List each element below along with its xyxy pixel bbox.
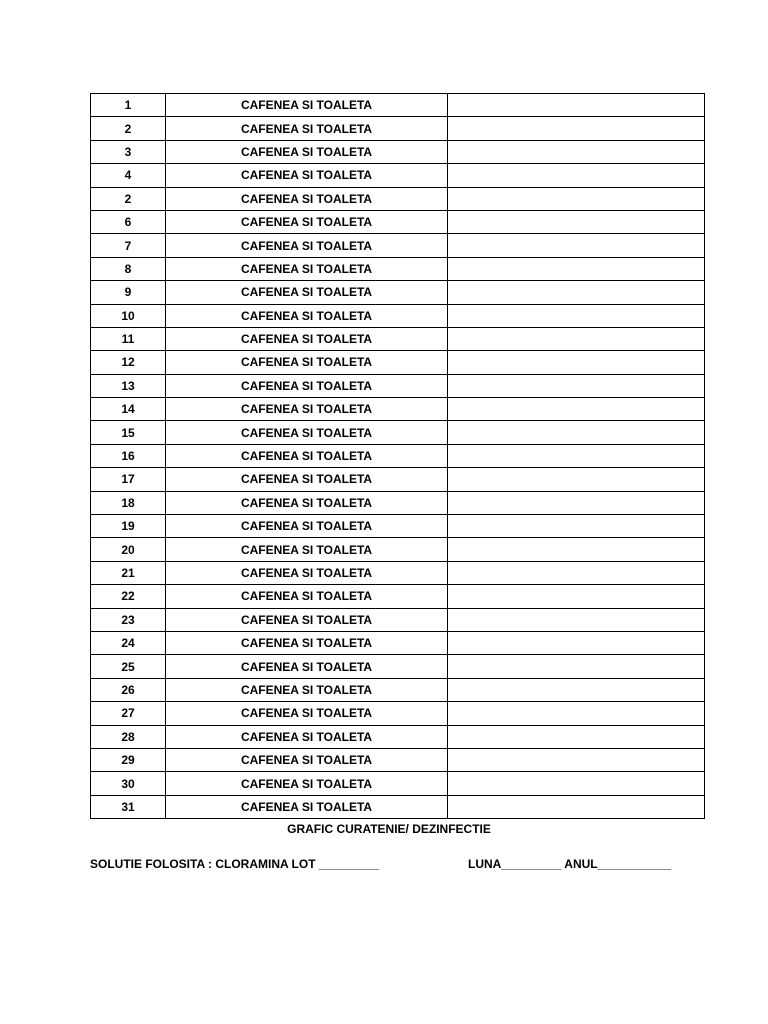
signature-cell bbox=[448, 327, 705, 350]
table-row bbox=[91, 585, 705, 608]
day-number-cell: 26 bbox=[91, 678, 166, 701]
area-cell: CAFENEA SI TOALETA bbox=[166, 655, 448, 678]
area-cell: CAFENEA SI TOALETA bbox=[166, 678, 448, 701]
day-number-cell: 10 bbox=[91, 304, 166, 327]
table-row bbox=[91, 561, 705, 584]
table-row bbox=[91, 234, 705, 257]
signature-cell bbox=[448, 491, 705, 514]
table-row bbox=[91, 374, 705, 397]
table-row bbox=[91, 187, 705, 210]
signature-cell bbox=[448, 210, 705, 233]
area-cell: CAFENEA SI TOALETA bbox=[166, 538, 448, 561]
signature-cell bbox=[448, 795, 705, 818]
area-cell: CAFENEA SI TOALETA bbox=[166, 94, 448, 117]
area-cell: CAFENEA SI TOALETA bbox=[166, 608, 448, 631]
day-number-cell: 30 bbox=[91, 772, 166, 795]
day-number-cell: 25 bbox=[91, 655, 166, 678]
table-row bbox=[91, 351, 705, 374]
table-row bbox=[91, 702, 705, 725]
signature-cell bbox=[448, 374, 705, 397]
table-row bbox=[91, 164, 705, 187]
signature-cell bbox=[448, 631, 705, 654]
table-row bbox=[91, 210, 705, 233]
table-row bbox=[91, 725, 705, 748]
table-row bbox=[91, 795, 705, 818]
day-number-cell: 24 bbox=[91, 631, 166, 654]
day-number-cell: 14 bbox=[91, 398, 166, 421]
day-number-cell: 1 bbox=[91, 94, 166, 117]
document-sheet bbox=[90, 93, 704, 819]
table-row bbox=[91, 444, 705, 467]
day-number-cell: 28 bbox=[91, 725, 166, 748]
day-number-cell: 31 bbox=[91, 795, 166, 818]
day-number-cell: 16 bbox=[91, 444, 166, 467]
table-row bbox=[91, 631, 705, 654]
day-number-cell: 2 bbox=[91, 187, 166, 210]
area-cell: CAFENEA SI TOALETA bbox=[166, 444, 448, 467]
signature-cell bbox=[448, 304, 705, 327]
signature-cell bbox=[448, 515, 705, 538]
area-cell: CAFENEA SI TOALETA bbox=[166, 210, 448, 233]
table-row bbox=[91, 772, 705, 795]
day-number-cell: 11 bbox=[91, 327, 166, 350]
signature-cell bbox=[448, 421, 705, 444]
signature-cell bbox=[448, 257, 705, 280]
signature-cell bbox=[448, 561, 705, 584]
signature-cell bbox=[448, 608, 705, 631]
signature-cell bbox=[448, 748, 705, 771]
area-cell: CAFENEA SI TOALETA bbox=[166, 374, 448, 397]
table-row bbox=[91, 140, 705, 163]
table-row bbox=[91, 304, 705, 327]
area-cell: CAFENEA SI TOALETA bbox=[166, 631, 448, 654]
area-cell: CAFENEA SI TOALETA bbox=[166, 351, 448, 374]
signature-cell bbox=[448, 281, 705, 304]
signature-cell bbox=[448, 164, 705, 187]
table-row bbox=[91, 538, 705, 561]
area-cell: CAFENEA SI TOALETA bbox=[166, 187, 448, 210]
table-row bbox=[91, 398, 705, 421]
area-cell: CAFENEA SI TOALETA bbox=[166, 468, 448, 491]
day-number-cell: 7 bbox=[91, 234, 166, 257]
signature-cell bbox=[448, 117, 705, 140]
area-cell: CAFENEA SI TOALETA bbox=[166, 515, 448, 538]
area-cell: CAFENEA SI TOALETA bbox=[166, 164, 448, 187]
table-row bbox=[91, 515, 705, 538]
cleaning-log-table bbox=[90, 93, 705, 819]
area-cell: CAFENEA SI TOALETA bbox=[166, 702, 448, 725]
area-cell: CAFENEA SI TOALETA bbox=[166, 795, 448, 818]
table-row bbox=[91, 678, 705, 701]
signature-cell bbox=[448, 702, 705, 725]
signature-cell bbox=[448, 234, 705, 257]
day-number-cell: 19 bbox=[91, 515, 166, 538]
signature-cell bbox=[448, 655, 705, 678]
day-number-cell: 4 bbox=[91, 164, 166, 187]
area-cell: CAFENEA SI TOALETA bbox=[166, 304, 448, 327]
document-title: GRAFIC CURATENIE/ DEZINFECTIE bbox=[287, 822, 491, 836]
area-cell: CAFENEA SI TOALETA bbox=[166, 725, 448, 748]
day-number-cell: 9 bbox=[91, 281, 166, 304]
area-cell: CAFENEA SI TOALETA bbox=[166, 585, 448, 608]
month-year-field: LUNA_________ ANUL___________ bbox=[468, 857, 672, 871]
table-row bbox=[91, 94, 705, 117]
day-number-cell: 23 bbox=[91, 608, 166, 631]
signature-cell bbox=[448, 538, 705, 561]
signature-cell bbox=[448, 585, 705, 608]
table-row bbox=[91, 281, 705, 304]
day-number-cell: 13 bbox=[91, 374, 166, 397]
area-cell: CAFENEA SI TOALETA bbox=[166, 234, 448, 257]
day-number-cell: 8 bbox=[91, 257, 166, 280]
day-number-cell: 2 bbox=[91, 117, 166, 140]
area-cell: CAFENEA SI TOALETA bbox=[166, 772, 448, 795]
signature-cell bbox=[448, 140, 705, 163]
signature-cell bbox=[448, 398, 705, 421]
day-number-cell: 21 bbox=[91, 561, 166, 584]
day-number-cell: 20 bbox=[91, 538, 166, 561]
area-cell: CAFENEA SI TOALETA bbox=[166, 748, 448, 771]
table-row bbox=[91, 421, 705, 444]
area-cell: CAFENEA SI TOALETA bbox=[166, 327, 448, 350]
day-number-cell: 29 bbox=[91, 748, 166, 771]
table-row bbox=[91, 117, 705, 140]
solution-used-field: SOLUTIE FOLOSITA : CLORAMINA LOT _________ bbox=[90, 857, 379, 871]
day-number-cell: 18 bbox=[91, 491, 166, 514]
cleaning-log-body bbox=[91, 94, 705, 819]
signature-cell bbox=[448, 468, 705, 491]
day-number-cell: 15 bbox=[91, 421, 166, 444]
day-number-cell: 6 bbox=[91, 210, 166, 233]
area-cell: CAFENEA SI TOALETA bbox=[166, 398, 448, 421]
signature-cell bbox=[448, 444, 705, 467]
table-row bbox=[91, 327, 705, 350]
area-cell: CAFENEA SI TOALETA bbox=[166, 140, 448, 163]
day-number-cell: 12 bbox=[91, 351, 166, 374]
table-row bbox=[91, 468, 705, 491]
area-cell: CAFENEA SI TOALETA bbox=[166, 421, 448, 444]
area-cell: CAFENEA SI TOALETA bbox=[166, 257, 448, 280]
signature-cell bbox=[448, 351, 705, 374]
table-row bbox=[91, 748, 705, 771]
signature-cell bbox=[448, 94, 705, 117]
area-cell: CAFENEA SI TOALETA bbox=[166, 491, 448, 514]
table-row bbox=[91, 257, 705, 280]
table-row bbox=[91, 608, 705, 631]
signature-cell bbox=[448, 772, 705, 795]
day-number-cell: 3 bbox=[91, 140, 166, 163]
area-cell: CAFENEA SI TOALETA bbox=[166, 561, 448, 584]
signature-cell bbox=[448, 187, 705, 210]
day-number-cell: 27 bbox=[91, 702, 166, 725]
area-cell: CAFENEA SI TOALETA bbox=[166, 117, 448, 140]
table-row bbox=[91, 655, 705, 678]
signature-cell bbox=[448, 725, 705, 748]
area-cell: CAFENEA SI TOALETA bbox=[166, 281, 448, 304]
day-number-cell: 17 bbox=[91, 468, 166, 491]
day-number-cell: 22 bbox=[91, 585, 166, 608]
table-row bbox=[91, 491, 705, 514]
signature-cell bbox=[448, 678, 705, 701]
